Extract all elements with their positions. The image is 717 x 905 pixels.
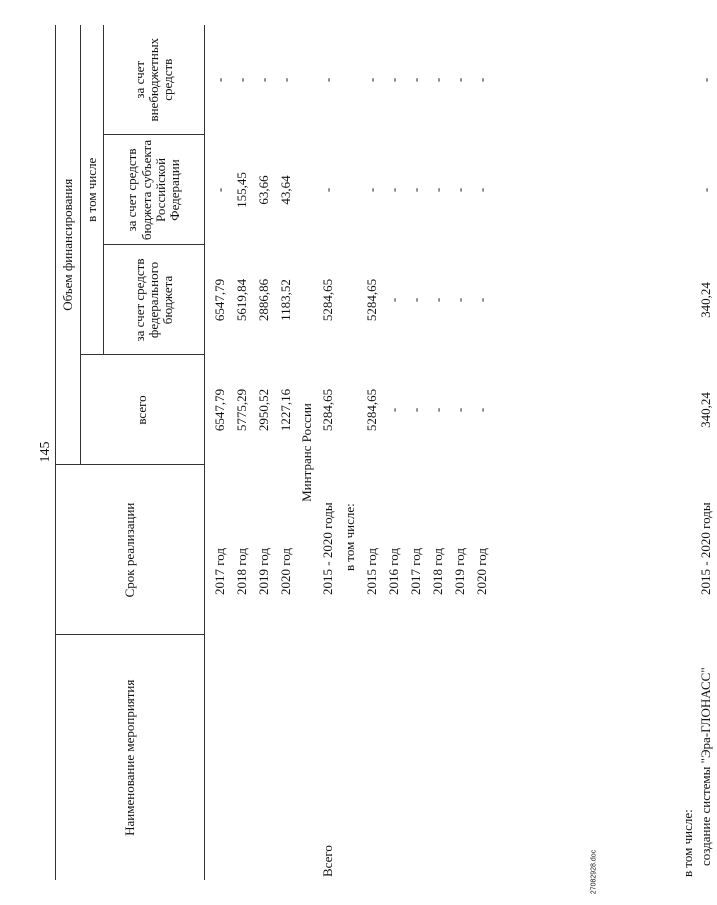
regional-cell: - [473, 187, 489, 193]
table-row [427, 25, 449, 880]
total-cell: 6547,79 [211, 388, 227, 432]
ministry-heading-row [297, 25, 317, 880]
total-cell: - [407, 407, 423, 413]
federal-cell: 340,24 [697, 282, 713, 318]
extrabudget-cell: - [473, 77, 489, 83]
total-cell: - [451, 407, 467, 413]
federal-cell: 5619,84 [233, 278, 249, 322]
table-row [405, 25, 427, 880]
total-cell: - [385, 407, 401, 413]
federal-cell: - [407, 297, 423, 303]
federal-cell: - [385, 297, 401, 303]
ministry-title: Минтранс России [298, 403, 314, 502]
header-federal: за счет средств федерального бюджета [104, 245, 205, 355]
total-cell: 5775,29 [233, 388, 249, 432]
regional-cell: 155,45 [233, 172, 249, 208]
federal-cell: - [473, 297, 489, 303]
extrabudget-cell: - [363, 77, 379, 83]
extrabudget-cell: - [407, 77, 423, 83]
table-row [253, 25, 275, 880]
spacer-row [493, 25, 695, 880]
extrabudget-cell: - [385, 77, 401, 83]
table-row [209, 25, 231, 880]
extrabudget-cell: - [697, 77, 713, 83]
total-cell: 1227,16 [277, 388, 293, 432]
table-row [317, 25, 339, 880]
period-cell: 2015 - 2020 годы [319, 502, 335, 595]
file-name: 27082928.doc [590, 849, 598, 895]
header-funding-volume: Объем финансирования [56, 25, 81, 465]
period-cell: 2020 год [473, 548, 489, 595]
header-period: Срок реализации [56, 465, 205, 635]
regional-cell: - [407, 187, 423, 193]
period-cell: 2019 год [255, 548, 271, 595]
federal-cell: 1183,52 [277, 279, 293, 321]
header-regional: за счет средств бюджета субъекта Российской Федерации [104, 135, 205, 245]
extrabudget-cell: - [233, 77, 249, 83]
federal-cell: - [429, 297, 445, 303]
rotated-page [55, 25, 713, 880]
period-cell: 2015 - 2020 годы [697, 502, 713, 595]
row-name: создание системы "Эра-ГЛОНАСС" [697, 667, 713, 866]
total-cell: 340,24 [697, 392, 713, 428]
period-cell: 2020 год [277, 548, 293, 595]
total-cell: - [429, 407, 445, 413]
extrabudget-cell: - [319, 77, 335, 83]
regional-cell: 43,64 [277, 175, 293, 205]
header-including: в том числе [81, 25, 104, 355]
table-row [695, 25, 717, 880]
extrabudget-cell: - [429, 77, 445, 83]
page-number: 145 [38, 441, 53, 463]
period-cell: 2019 год [451, 548, 467, 595]
table-row [449, 25, 471, 880]
including-label: в том числе: [341, 503, 357, 571]
extrabudget-cell: - [451, 77, 467, 83]
federal-cell: - [451, 297, 467, 303]
row-name: Всего [319, 845, 335, 877]
extrabudget-cell: - [211, 77, 227, 83]
federal-cell: 5284,65 [363, 278, 379, 322]
regional-cell: - [697, 187, 713, 193]
regional-cell: - [451, 187, 467, 193]
regional-cell: - [385, 187, 401, 193]
extrabudget-cell: - [277, 77, 293, 83]
period-cell: 2018 год [429, 548, 445, 595]
table-row [361, 25, 383, 880]
regional-cell: - [211, 187, 227, 193]
table-row [471, 25, 493, 880]
period-cell: 2017 год [211, 548, 227, 595]
regional-cell: - [363, 187, 379, 193]
period-cell: 2015 год [363, 548, 379, 595]
header-extrabudget: за счет внебюджетных средств [104, 25, 205, 135]
header-name: Наименование мероприятия [56, 635, 205, 880]
table-row [339, 25, 361, 880]
total-cell: 5284,65 [319, 388, 335, 432]
total-cell: - [473, 407, 489, 413]
extrabudget-cell: - [255, 77, 271, 83]
table-row [275, 25, 297, 880]
regional-cell: 63,66 [255, 175, 271, 205]
total-cell: 5284,65 [363, 388, 379, 432]
federal-cell: 2886,86 [255, 278, 271, 322]
name-including-label: в том числе: [679, 809, 695, 877]
table-row [383, 25, 405, 880]
regional-cell: - [429, 187, 445, 193]
total-cell: 2950,52 [255, 388, 271, 432]
federal-cell: 5284,65 [319, 278, 335, 322]
period-cell: 2018 год [233, 548, 249, 595]
period-cell: 2017 год [407, 548, 423, 595]
federal-cell: 6547,79 [211, 278, 227, 322]
header-total: всего [81, 355, 205, 465]
funding-table [55, 25, 717, 880]
regional-cell: - [319, 187, 335, 193]
period-cell: 2016 год [385, 548, 401, 595]
table-row [231, 25, 253, 880]
